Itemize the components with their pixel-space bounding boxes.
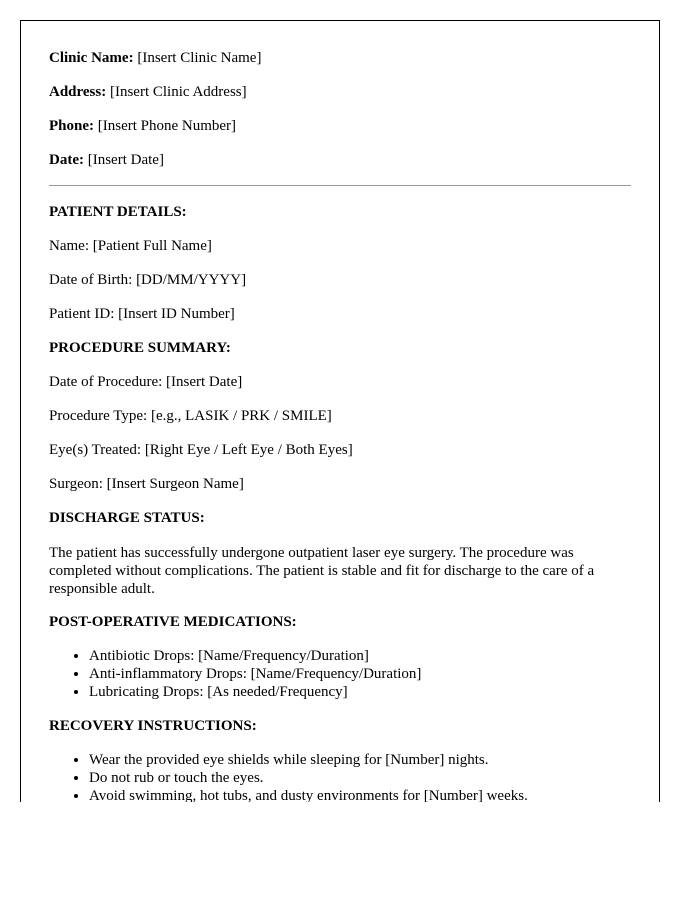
clinic-name-value: [Insert Clinic Name] bbox=[133, 50, 262, 66]
header-divider bbox=[49, 185, 631, 186]
procedure-date: Date of Procedure: [Insert Date] bbox=[49, 374, 243, 390]
date-line bbox=[49, 151, 631, 169]
address-line bbox=[49, 83, 631, 101]
address-label: Address: bbox=[49, 84, 107, 100]
eyes-treated: Eye(s) Treated: [Right Eye / Left Eye / Both Eyes] bbox=[49, 442, 353, 458]
patient-name: Name: [Patient Full Name] bbox=[49, 238, 212, 254]
procedure-summary-heading: PROCEDURE SUMMARY: bbox=[49, 340, 231, 356]
medications-list bbox=[49, 647, 631, 701]
list-item: • Anti-inflammatory Drops: [Name/Frequency/Duration] bbox=[89, 665, 631, 683]
discharge-status-heading: DISCHARGE STATUS: bbox=[49, 510, 205, 526]
patient-dob: Date of Birth: [DD/MM/YYYY] bbox=[49, 272, 247, 288]
list-item: • Lubricating Drops: [As needed/Frequency] bbox=[89, 683, 631, 701]
procedure-type: Procedure Type: [e.g., LASIK / PRK / SMILE] bbox=[49, 408, 332, 424]
patient-details-heading: PATIENT DETAILS: bbox=[49, 204, 187, 220]
list-item: • Avoid swimming, hot tubs, and dusty environments for [Number] weeks. bbox=[89, 787, 631, 802]
list-item: • Antibiotic Drops: [Name/Frequency/Duration] bbox=[89, 647, 631, 665]
patient-id: Patient ID: [Insert ID Number] bbox=[49, 306, 235, 322]
medications-heading: POST-OPERATIVE MEDICATIONS: bbox=[49, 614, 297, 630]
list-item: • Wear the provided eye shields while sleeping for [Number] nights. bbox=[89, 751, 631, 769]
discharge-status-text: The patient has successfully undergone outpatient laser eye surgery. The procedure was completed without complications. The patient is stable and fit for discharge to the care of a responsible adult. bbox=[49, 545, 595, 597]
phone-line bbox=[49, 117, 631, 135]
address-value: [Insert Clinic Address] bbox=[106, 84, 247, 100]
discharge-document bbox=[20, 20, 660, 802]
clinic-name-label: Clinic Name: bbox=[49, 50, 134, 66]
recovery-heading: RECOVERY INSTRUCTIONS: bbox=[49, 718, 257, 734]
date-label: Date: bbox=[49, 152, 84, 168]
date-value: [Insert Date] bbox=[83, 152, 164, 168]
surgeon: Surgeon: [Insert Surgeon Name] bbox=[49, 476, 244, 492]
list-item: • Do not rub or touch the eyes. bbox=[89, 769, 631, 787]
clinic-name-line bbox=[49, 49, 631, 67]
recovery-list bbox=[49, 751, 631, 802]
phone-value: [Insert Phone Number] bbox=[94, 118, 237, 134]
phone-label: Phone: bbox=[49, 118, 94, 134]
